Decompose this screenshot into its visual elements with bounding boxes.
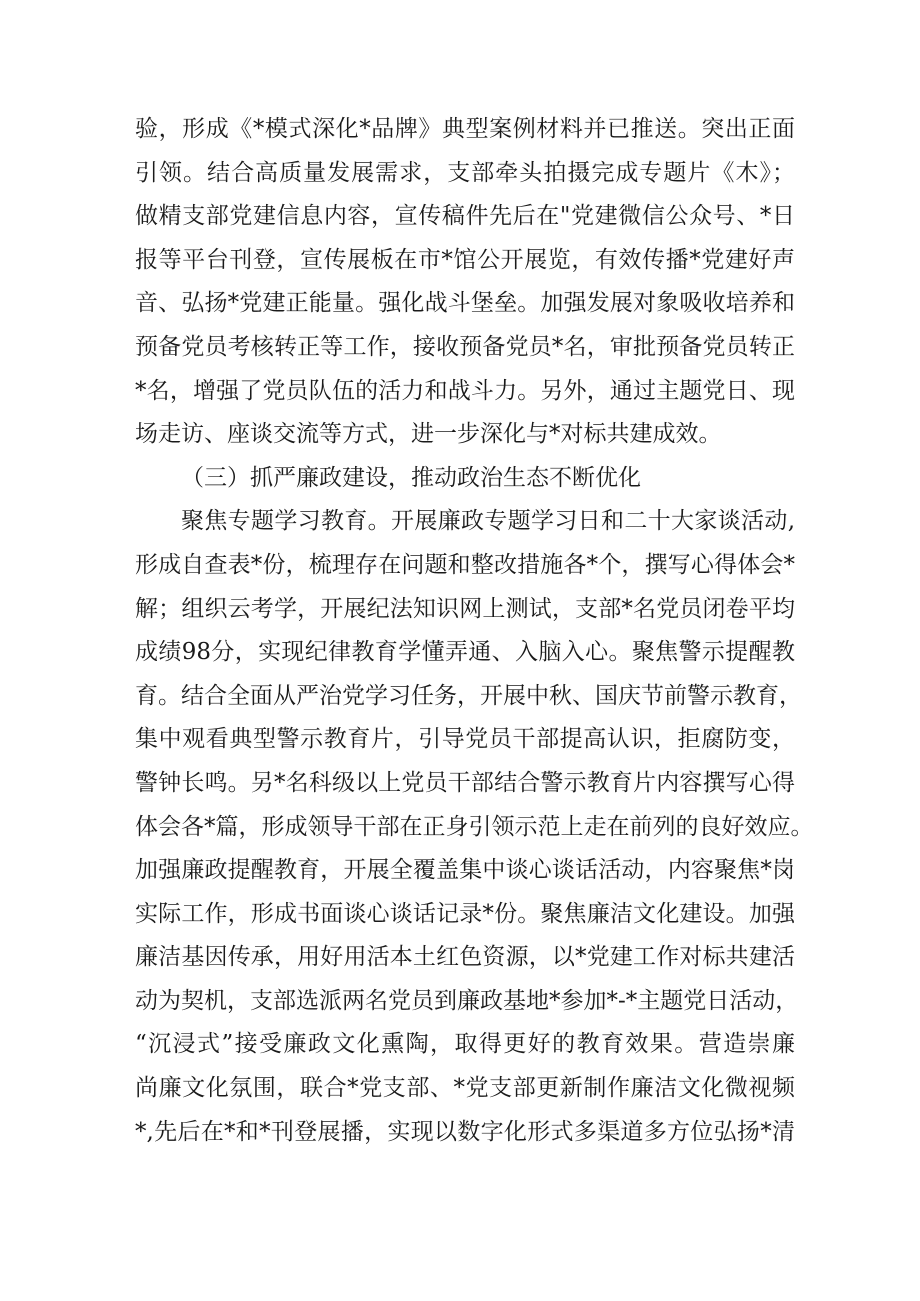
paragraph-line: 预备党员考核转正等工作，接收预备党员*名，审批预备党员转正 bbox=[135, 333, 795, 360]
paragraph-line: 聚焦专题学习教育。开展廉政专题学习日和二十大家谈活动, bbox=[181, 508, 795, 535]
paragraph-line: 引领。结合高质量发展需求，支部牵头拍摄完成专题片《木》； bbox=[135, 159, 795, 186]
paragraph-line: 报等平台刊登，宣传展板在市*馆公开展览，有效传播*党建好声 bbox=[135, 246, 795, 273]
paragraph-line: “沉浸式”接受廉政文化熏陶，取得更好的教育效果。营造崇廉 bbox=[135, 1031, 795, 1058]
paragraph-line: 集中观看典型警示教育片，引导党员干部提高认识，拒腐防变， bbox=[135, 726, 795, 753]
paragraph-line: *,先后在*和*刊登展播，实现以数字化形式多渠道多方位弘扬*清 bbox=[135, 1118, 795, 1145]
paragraph-line: 做精支部党建信息内容，宣传稿件先后在"党建微信公众号、*日 bbox=[135, 203, 795, 230]
paragraph-line: 尚廉文化氛围，联合*党支部、*党支部更新制作廉洁文化微视频 bbox=[135, 1075, 795, 1102]
paragraph-line: 成绩98分，实现纪律教育学懂弄通、入脑入心。聚焦警示提醒教 bbox=[135, 639, 795, 666]
paragraph-line: 音、弘扬*党建正能量。强化战斗堡垒。加强发展对象吸收培养和 bbox=[135, 290, 795, 317]
paragraph-line: 育。结合全面从严治党学习任务，开展中秋、国庆节前警示教育， bbox=[135, 682, 802, 709]
paragraph-line: 体会各*篇，形成领导干部在正身引领示范上走在前列的良好效应。 bbox=[135, 813, 814, 840]
body-text bbox=[135, 108, 814, 1154]
paragraph-line: 验，形成《*模式深化*品牌》典型案例材料并已推送。突出正面 bbox=[135, 116, 795, 142]
paragraph-line: 解；组织云考学，开展纪法知识网上测试，支部*名党员闭卷平均 bbox=[135, 595, 795, 622]
paragraph-line: 实际工作，形成书面谈心谈话记录*份。聚焦廉洁文化建设。加强 bbox=[135, 900, 795, 927]
paragraph-line: 形成自查表*份，梳理存在问题和整改措施各*个，撰写心得体会* bbox=[135, 551, 795, 578]
paragraph-line: 廉洁基因传承，用好用活本土红色资源，以*党建工作对标共建活 bbox=[135, 944, 795, 971]
section-heading: （三）抓严廉政建设，推动政治生态不断优化 bbox=[181, 464, 641, 491]
paragraph-line: 加强廉政提醒教育，开展全覆盖集中谈心谈话活动，内容聚焦*岗 bbox=[135, 857, 795, 884]
paragraph-line: 警钟长鸣。另*名科级以上党员干部结合警示教育片内容撰写心得 bbox=[135, 769, 795, 796]
paragraph-line: *名，增强了党员队伍的活力和战斗力。另外，通过主题党日、现 bbox=[135, 377, 795, 404]
paragraph-line: 场走访、座谈交流等方式，进一步深化与*对标共建成效。 bbox=[135, 421, 722, 448]
paragraph-line: 动为契机，支部选派两名党员到廉政基地*参加*-*主题党日活动， bbox=[135, 987, 799, 1014]
